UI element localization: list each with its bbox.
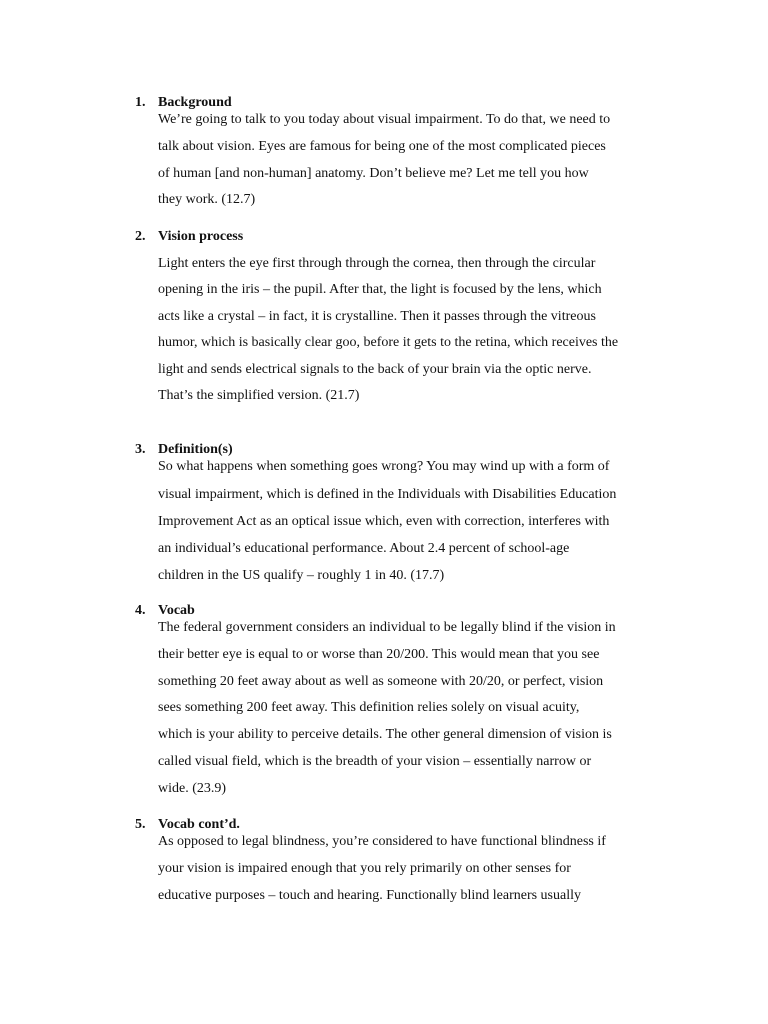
section-number: 5. (135, 817, 146, 832)
paragraph-line: Improvement Act as an optical issue which, even with correction, interferes with (158, 514, 610, 529)
paragraph-line: children in the US qualify – roughly 1 in 40. (17.7) (158, 568, 445, 583)
paragraph-line: an individual’s educational performance. About 2.4 percent of school-age (158, 541, 570, 556)
section-heading: Vocab cont’d. (158, 817, 240, 832)
section-heading: Vision process (158, 229, 244, 244)
paragraph-line: your vision is impaired enough that you rely primarily on other senses for (158, 861, 571, 876)
paragraph-line: acts like a crystal – in fact, it is crystalline. Then it passes through the vitreous (158, 309, 596, 324)
section-number: 4. (135, 603, 146, 618)
paragraph-line: talk about vision. Eyes are famous for being one of the most complicated pieces (158, 139, 606, 154)
section-heading: Definition(s) (158, 442, 233, 457)
paragraph-line: they work. (12.7) (158, 192, 256, 207)
paragraph-line: The federal government considers an individual to be legally blind if the vision in (158, 620, 616, 635)
section-heading: Background (158, 95, 232, 110)
paragraph-line: So what happens when something goes wrong? You may wind up with a form of (158, 459, 610, 474)
paragraph-line: We’re going to talk to you today about visual impairment. To do that, we need to (158, 112, 611, 127)
paragraph-line: educative purposes – touch and hearing. Functionally blind learners usually (158, 888, 582, 903)
paragraph-line: their better eye is equal to or worse than 20/200. This would mean that you see (158, 647, 600, 662)
section-number: 2. (135, 229, 146, 244)
paragraph-line: light and sends electrical signals to the back of your brain via the optic nerve. (158, 362, 592, 377)
paragraph-line: visual impairment, which is defined in the Individuals with Disabilities Education (158, 487, 617, 502)
paragraph-line: humor, which is basically clear goo, before it gets to the retina, which receives the (158, 335, 619, 350)
paragraph-line: which is your ability to perceive details. The other general dimension of vision is (158, 727, 612, 742)
paragraph-line: opening in the iris – the pupil. After that, the light is focused by the lens, which (158, 282, 602, 297)
section-heading: Vocab (158, 603, 195, 618)
paragraph-line: something 20 feet away about as well as someone with 20/20, or perfect, vision (158, 674, 604, 689)
section-number: 1. (135, 95, 146, 110)
paragraph-line: Light enters the eye first through through the cornea, then through the circular (158, 256, 596, 271)
paragraph-line: of human [and non-human] anatomy. Don’t believe me? Let me tell you how (158, 166, 589, 181)
paragraph-line: wide. (23.9) (158, 781, 227, 796)
paragraph-line: called visual field, which is the breadth of your vision – essentially narrow or (158, 754, 592, 769)
paragraph-line: That’s the simplified version. (21.7) (158, 388, 360, 403)
paragraph-line: sees something 200 feet away. This definition relies solely on visual acuity, (158, 700, 580, 715)
paragraph-line: As opposed to legal blindness, you’re considered to have functional blindness if (158, 834, 606, 849)
section-number: 3. (135, 442, 146, 457)
